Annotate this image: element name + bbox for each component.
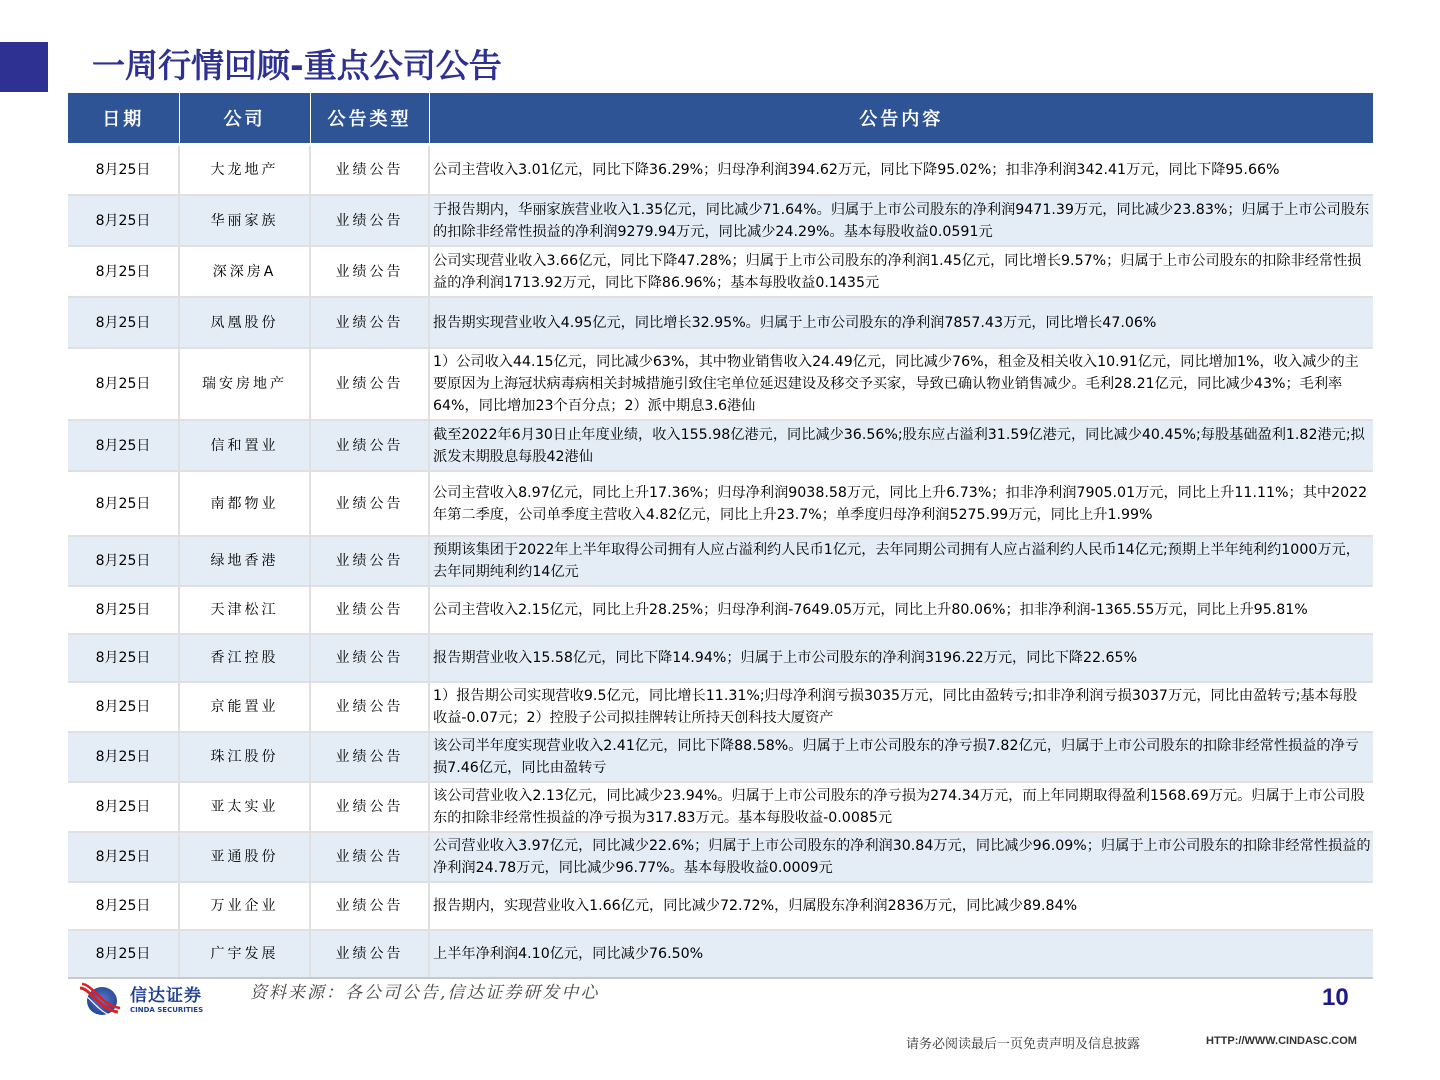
cell-type: 业绩公告 [310, 297, 429, 348]
cell-company: 华丽家族 [179, 195, 310, 246]
cell-type: 业绩公告 [310, 882, 429, 930]
cell-date: 8月25日 [68, 732, 179, 782]
cell-type: 业绩公告 [310, 471, 429, 536]
cell-date: 8月25日 [68, 195, 179, 246]
cell-date: 8月25日 [68, 536, 179, 586]
table-row [68, 882, 1373, 930]
cell-date: 8月25日 [68, 634, 179, 682]
cell-date: 8月25日 [68, 297, 179, 348]
table-row [68, 682, 1373, 732]
cell-company: 绿地香港 [179, 536, 310, 586]
cinda-logo-icon [78, 982, 122, 1018]
cell-type: 业绩公告 [310, 634, 429, 682]
announcements-table [68, 93, 1373, 979]
logo-english-name: CINDA SECURITIES [130, 1005, 204, 1014]
cell-content: 于报告期内，华丽家族营业收入1.35亿元，同比减少71.64%。归属于上市公司股东的净利润9471.39万元，同比减少23.83%；归属于上市公司股东的扣除非经常性损益的净利润9279.94万元，同比减少24.29%。基本每股收益0.0591元 [429, 195, 1373, 246]
cell-content: 报告期内，实现营业收入1.66亿元，同比减少72.72%，归属股东净利润2836万元，同比减少89.84% [429, 882, 1373, 930]
page-number: 10 [1322, 984, 1349, 1011]
table-row [68, 732, 1373, 782]
cell-company: 亚通股份 [179, 832, 310, 882]
cell-content: 报告期实现营业收入4.95亿元，同比增长32.95%。归属于上市公司股东的净利润7857.43万元，同比增长47.06% [429, 297, 1373, 348]
cell-date: 8月25日 [68, 832, 179, 882]
cell-type: 业绩公告 [310, 246, 429, 297]
table-row [68, 246, 1373, 297]
column-header-content: 公告内容 [429, 93, 1373, 144]
table-row [68, 348, 1373, 420]
cell-date: 8月25日 [68, 782, 179, 832]
cell-type: 业绩公告 [310, 930, 429, 978]
cell-content: 1）公司收入44.15亿元，同比减少63%，其中物业销售收入24.49亿元，同比减少76%，租金及相关收入10.91亿元，同比增加1%，收入减少的主要原因为上海冠状病毒病相关封城措施引致住宅单位延迟建设及移交予买家，导致已确认物业销售减少。毛利28.21亿元，同比减少43%；毛利率64%，同比增加23个百分点；2）派中期息3.6港仙 [429, 348, 1373, 420]
cell-content: 公司实现营业收入3.66亿元，同比下降47.28%；归属于上市公司股东的净利润1.45亿元，同比增长9.57%；归属于上市公司股东的扣除非经常性损益的净利润1713.92万元，同比下降86.96%；基本每股收益0.1435元 [429, 246, 1373, 297]
corner-accent-block [0, 42, 48, 92]
cell-type: 业绩公告 [310, 420, 429, 471]
cell-content: 公司主营收入8.97亿元，同比上升17.36%；归母净利润9038.58万元，同比上升6.73%；扣非净利润7905.01万元，同比上升11.11%；其中2022年第二季度，公司单季度主营收入4.82亿元，同比上升23.7%；单季度归母净利润5275.99万元，同比上升1.99% [429, 471, 1373, 536]
cell-company: 大龙地产 [179, 144, 310, 195]
cell-date: 8月25日 [68, 246, 179, 297]
cell-type: 业绩公告 [310, 348, 429, 420]
data-source-note: 资料来源：各公司公告,信达证券研发中心 [250, 983, 600, 1003]
table-row [68, 832, 1373, 882]
cell-company: 珠江股份 [179, 732, 310, 782]
announcements-table-container [68, 93, 1373, 979]
cell-type: 业绩公告 [310, 536, 429, 586]
table-row [68, 420, 1373, 471]
cell-company: 京能置业 [179, 682, 310, 732]
cell-content: 公司主营收入2.15亿元，同比上升28.25%；归母净利润-7649.05万元，同比上升80.06%；扣非净利润-1365.55万元，同比上升95.81% [429, 586, 1373, 634]
table-row [68, 782, 1373, 832]
cell-content: 预期该集团于2022年上半年取得公司拥有人应占溢利约人民币1亿元，去年同期公司拥有人应占溢利约人民币14亿元;预期上半年纯利约1000万元，去年同期纯利约14亿元 [429, 536, 1373, 586]
table-row [68, 930, 1373, 978]
cell-company: 万业企业 [179, 882, 310, 930]
cell-content: 该公司半年度实现营业收入2.41亿元，同比下降88.58%。归属于上市公司股东的净亏损7.82亿元，归属于上市公司股东的扣除非经常性损益的净亏损7.46亿元，同比由盈转亏 [429, 732, 1373, 782]
website-link[interactable]: HTTP://WWW.CINDASC.COM [1206, 1035, 1357, 1047]
table-row [68, 536, 1373, 586]
table-row [68, 634, 1373, 682]
table-row [68, 297, 1373, 348]
cell-date: 8月25日 [68, 930, 179, 978]
cell-company: 凤凰股份 [179, 297, 310, 348]
cell-company: 天津松江 [179, 586, 310, 634]
cell-company: 南都物业 [179, 471, 310, 536]
cell-content: 公司主营收入3.01亿元，同比下降36.29%；归母净利润394.62万元，同比下降95.02%；扣非净利润342.41万元，同比下降95.66% [429, 144, 1373, 195]
column-header-company: 公司 [179, 93, 310, 144]
table-header-row [68, 93, 1373, 144]
column-header-date: 日期 [68, 93, 179, 144]
logo-chinese-name: 信达证券 [130, 985, 202, 1006]
cell-content: 报告期营业收入15.58亿元，同比下降14.94%；归属于上市公司股东的净利润3196.22万元，同比下降22.65% [429, 634, 1373, 682]
cell-date: 8月25日 [68, 586, 179, 634]
cinda-securities-logo [78, 982, 218, 1018]
cell-date: 8月25日 [68, 420, 179, 471]
cell-type: 业绩公告 [310, 732, 429, 782]
cell-company: 广宇发展 [179, 930, 310, 978]
cell-content: 截至2022年6月30日止年度业绩，收入155.98亿港元，同比减少36.56%;股东应占溢利31.59亿港元，同比减少40.45%;每股基础盈利1.82港元;拟派发末期股息每股42港仙 [429, 420, 1373, 471]
table-row [68, 144, 1373, 195]
cell-type: 业绩公告 [310, 586, 429, 634]
cell-date: 8月25日 [68, 348, 179, 420]
logo-text [130, 986, 203, 1015]
table-row [68, 195, 1373, 246]
cell-content: 该公司营业收入2.13亿元，同比减少23.94%。归属于上市公司股东的净亏损为274.34万元，而上年同期取得盈利1568.69万元。归属于上市公司股东的扣除非经常性损益的净亏损为317.83万元。基本每股收益-0.0085元 [429, 782, 1373, 832]
cell-date: 8月25日 [68, 882, 179, 930]
cell-content: 1）报告期公司实现营收9.5亿元，同比增长11.31%;归母净利润亏损3035万元，同比由盈转亏;扣非净利润亏损3037万元，同比由盈转亏;基本每股收益-0.07元；2）控股子公司拟挂牌转让所持天创科技大厦资产 [429, 682, 1373, 732]
cell-type: 业绩公告 [310, 682, 429, 732]
page-title: 一周行情回顾-重点公司公告 [92, 46, 502, 85]
disclaimer-text: 请务必阅读最后一页免责声明及信息披露 [906, 1037, 1141, 1052]
table-row [68, 471, 1373, 536]
cell-type: 业绩公告 [310, 782, 429, 832]
column-header-type: 公告类型 [310, 93, 429, 144]
table-row [68, 586, 1373, 634]
cell-content: 公司营业收入3.97亿元，同比减少22.6%；归属于上市公司股东的净利润30.84万元，同比减少96.09%；归属于上市公司股东的扣除非经常性损益的净利润24.78万元，同比减少96.77%。基本每股收益0.0009元 [429, 832, 1373, 882]
cell-date: 8月25日 [68, 682, 179, 732]
cell-company: 深深房A [179, 246, 310, 297]
cell-content: 上半年净利润4.10亿元，同比减少76.50% [429, 930, 1373, 978]
cell-company: 亚太实业 [179, 782, 310, 832]
cell-company: 瑞安房地产 [179, 348, 310, 420]
cell-company: 信和置业 [179, 420, 310, 471]
cell-date: 8月25日 [68, 471, 179, 536]
cell-type: 业绩公告 [310, 144, 429, 195]
cell-date: 8月25日 [68, 144, 179, 195]
cell-type: 业绩公告 [310, 832, 429, 882]
cell-company: 香江控股 [179, 634, 310, 682]
cell-type: 业绩公告 [310, 195, 429, 246]
